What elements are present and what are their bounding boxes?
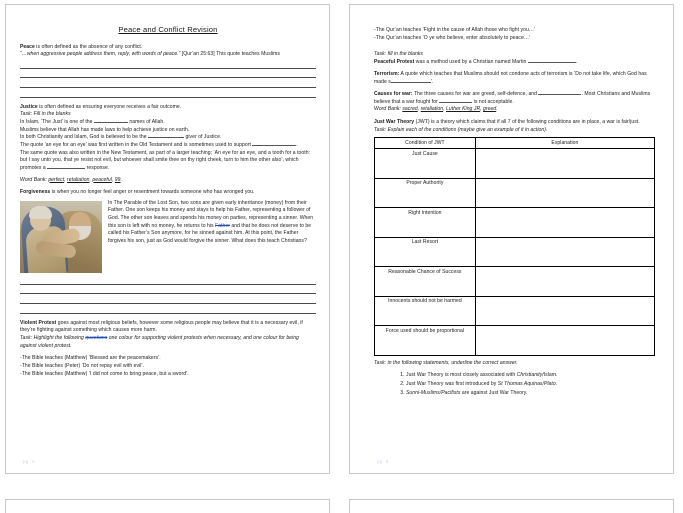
word-bank-word: perfect xyxy=(48,176,65,183)
forgiveness-answer-lines[interactable] xyxy=(20,284,316,314)
explanation-cell[interactable] xyxy=(475,149,654,179)
condition-cell: Proper Authority xyxy=(375,178,476,208)
peace-quote-line xyxy=(20,51,316,59)
justice-term: Justice xyxy=(20,103,38,110)
table-row xyxy=(375,237,655,267)
list-item[interactable] xyxy=(406,372,655,380)
word-bank-word: Luther King JR xyxy=(446,106,481,113)
jwt-conditions-table[interactable] xyxy=(374,137,655,356)
table-row xyxy=(375,326,655,356)
list-item[interactable] xyxy=(406,390,655,398)
peaceful-protest-line xyxy=(374,59,655,67)
page-row-2 xyxy=(5,499,674,513)
terrorism-post: ’. xyxy=(430,78,434,85)
justice-line-2: Muslims believe that Allah has made laws to help achieve justice on earth. xyxy=(20,126,190,133)
table-row xyxy=(375,208,655,238)
bullet-item: -The Qur’an teaches ‘O ye who believe, enter absolutely to peace…’ xyxy=(374,34,531,41)
fill-blank-input[interactable] xyxy=(439,102,472,103)
peaceful-protest-post: . xyxy=(575,58,578,65)
explanation-cell[interactable] xyxy=(475,208,654,238)
parable-text-part2: and that he does not deserve to be called his Father’s Son anymore, for he sinned against him. At this point, the Father forgives his son, just as God would forgive the sinner. What does this teach Christians? xyxy=(108,222,312,245)
underline-task-text: Task: in the following statements, underline the correct answer. xyxy=(374,359,518,366)
word-bank-word: peaceful xyxy=(92,176,112,183)
fill-blank-input[interactable] xyxy=(47,168,85,169)
explanation-cell[interactable] xyxy=(475,178,654,208)
answer-line[interactable] xyxy=(20,313,316,314)
statements-list xyxy=(374,372,655,398)
explanation-cell[interactable] xyxy=(475,326,654,356)
fill-blank-input[interactable] xyxy=(391,82,431,83)
statement-post: are against Just War Theory. xyxy=(460,389,528,396)
forgiveness-term: Forgiveness xyxy=(20,189,51,196)
page-marker: pg. 4 xyxy=(23,459,35,464)
fill-blanks-task xyxy=(374,51,655,59)
causes-for-war-mid: . Most Christians and Muslims believe that a war fought for xyxy=(374,91,651,105)
answer-line[interactable] xyxy=(20,303,316,304)
word-bank-label: Word Bank: xyxy=(20,176,49,183)
causes-for-war-pre: The three causes for war are greed, self-defence, and xyxy=(412,91,539,98)
statement-post: . xyxy=(556,371,558,378)
document-page-2[interactable] xyxy=(349,4,674,474)
bullet-item: -The Qur’an teaches ‘Fight in the cause of Allah those who fight you…’ xyxy=(374,27,536,33)
justice-line5-post: response. xyxy=(85,164,110,171)
justice-line3-post: giver of Justice. xyxy=(184,134,222,141)
jwt-definition-text: (JWT) is a theory which claims that if all 7 of the following conditions are in place, a war is fair/just. xyxy=(414,119,640,126)
word-bank-word: 99 xyxy=(114,176,121,183)
peace-definition xyxy=(20,44,316,52)
condition-cell: Just Cause xyxy=(375,149,476,179)
justice-task xyxy=(20,111,316,119)
answer-line[interactable] xyxy=(20,284,316,285)
answer-line[interactable] xyxy=(20,87,316,88)
word-bank-word: sacred xyxy=(402,106,418,113)
violent-protest-bullets xyxy=(20,355,316,378)
statement-pre: Just War Theory was first introduced by xyxy=(406,380,498,387)
condition-cell: Reasonable Chance of Success xyxy=(375,267,476,297)
condition-cell: Force used should be proportional xyxy=(375,326,476,356)
answer-line[interactable] xyxy=(20,97,316,98)
page-title: Peace and Conflict Revision xyxy=(118,25,218,34)
explanation-cell[interactable] xyxy=(475,237,654,267)
violent-protest-definition xyxy=(20,320,316,335)
jwt-term: Just War Theory xyxy=(374,119,415,126)
causes-for-war-term: Causes for war: xyxy=(374,91,413,98)
document-page-4[interactable] xyxy=(349,499,674,513)
violent-protest-task-pre: Task: Highlight the following xyxy=(20,334,86,341)
forgiveness-definition xyxy=(20,189,316,197)
violent-protest-text: goes against most religious beliefs, however some religious people may believe that it is a necessary evil, if they’re fighting against something which causes more harm. xyxy=(20,319,303,334)
terrorism-pre: A quote which teaches that Muslims should not condone acts of terrorism is ‘Do not take life, which God has made s xyxy=(374,71,647,85)
jwt-task-text: Task: Explain each of the conditions (maybe give an example of it in action). xyxy=(374,126,548,133)
terrorism-term: Terrorism: xyxy=(374,71,400,78)
bullet-item: -The Bible teaches (Matthew) ‘Blessed are the peacemakers’. xyxy=(20,355,161,362)
statement-post: . xyxy=(555,380,558,387)
answer-line[interactable] xyxy=(20,293,316,294)
answer-line[interactable] xyxy=(20,77,316,78)
jwt-definition xyxy=(374,119,655,127)
list-item[interactable] xyxy=(406,381,655,389)
parable-text-part1: In The Parable of the Lost Son, two sons are given early inheritance (money) from their Father. One son keeps his money and stays to help his Father, representing a follower of God. The other son leaves and spends his money on parties, representing a sinner. When this son is left with no money, he returns to his xyxy=(108,199,314,229)
violent-protest-task xyxy=(20,335,316,350)
justice-line5-pre: The same quote was also written in the New Testament, as part of a larger teaching; ‘An eye for an eye, and a tooth for a tooth: but I say unto you, that ye resist not evil, but whoever shall smite thee on thy right cheek, turn to him the other also’, which promotes a xyxy=(20,149,310,171)
justice-line3-pre: In both Christianity and Islam, God is believed to be the xyxy=(20,134,149,141)
justice-line1-post: names of Allah. xyxy=(127,118,165,125)
peace-definition-text: is often defined as the absence of any conflict. xyxy=(34,43,143,50)
answer-line[interactable] xyxy=(20,68,316,69)
justice-line4-post: . xyxy=(296,141,298,148)
table-row xyxy=(375,149,655,179)
table-row xyxy=(375,296,655,326)
explanation-cell[interactable] xyxy=(475,267,654,297)
table-header-condition: Condition of JWT xyxy=(375,138,476,149)
violent-protest-struck-word: questions xyxy=(85,334,108,341)
bullet-item: -The Bible teaches (Peter) ‘Do not repay evil with evil’. xyxy=(20,362,145,369)
justice-blank-line-4 xyxy=(20,142,316,150)
causes-for-war-line xyxy=(374,91,655,106)
table-header-row xyxy=(375,138,655,149)
terrorism-line xyxy=(374,71,655,86)
justice-word-bank: Word Bank: perfect, retaliation, peaceful, 99. xyxy=(20,176,122,183)
document-page-1[interactable] xyxy=(5,4,330,474)
statement-pre: Just War Theory is most closely associated with xyxy=(406,371,517,378)
parable-section xyxy=(20,200,316,275)
word-bank-word: greed xyxy=(483,106,497,113)
underline-task xyxy=(374,360,655,368)
bullet-item: -The Bible teaches (Matthew) ‘I did not come to bring peace, but a sword’. xyxy=(20,370,189,377)
fill-blank-input[interactable] xyxy=(528,62,576,63)
violent-protest-task-post: one colour for supporting violent protests when necessary, and one colour for being against violent protest. xyxy=(20,334,299,349)
fill-blank-input[interactable] xyxy=(252,145,296,146)
justice-line4-pre: The quote ‘an eye for an eye’ was first written in the Old Testament and is sometimes used to support xyxy=(20,141,253,148)
war-word-bank: Word Bank: sacred, retaliation, Luther King JR, greed. xyxy=(374,106,498,113)
statement-options[interactable]: St Thomas Aquinas/Plato xyxy=(497,380,556,387)
justice-line1-pre: In Islam, ‘The Just’ is one of the xyxy=(20,118,94,125)
parable-struck-word: Father xyxy=(215,222,230,229)
justice-definition xyxy=(20,104,316,112)
page-row-1 xyxy=(5,4,674,474)
justice-blank-line-5 xyxy=(20,150,316,173)
peace-term: Peace xyxy=(20,43,35,50)
forgiveness-definition-text: is when you no longer feel anger or resentment towards someone who has wronged you. xyxy=(50,189,255,196)
document-page-3[interactable] xyxy=(5,499,330,513)
justice-definition-text: is often defined as ensuring everyone receives a fair outcome. xyxy=(37,103,182,110)
fill-blanks-task-text: Task: fill in the blanks xyxy=(374,51,423,58)
fill-blank-input[interactable] xyxy=(148,137,184,138)
explanation-cell[interactable] xyxy=(475,296,654,326)
table-row xyxy=(375,178,655,208)
justice-task-text: Task: Fill in the blanks xyxy=(20,111,71,118)
fill-blank-input[interactable] xyxy=(538,94,581,95)
peaceful-protest-term: Peaceful Protest xyxy=(374,58,415,65)
condition-cell: Innocents should not be harmed xyxy=(375,296,476,326)
causes-for-war-post: is not acceptable. xyxy=(472,98,514,105)
table-header-explanation: Explanation xyxy=(475,138,654,149)
peaceful-protest-pre: was a method used by a Christian named Martin xyxy=(414,58,528,65)
quran-bullets xyxy=(374,27,655,42)
justice-blank-line-1 xyxy=(20,119,316,127)
peace-answer-lines[interactable] xyxy=(20,68,316,98)
justice-blank-line-3 xyxy=(20,134,316,142)
condition-cell: Right Intention xyxy=(375,208,476,238)
fill-blank-input[interactable] xyxy=(94,122,128,123)
peace-quote-reference: [Qur’an 25:63] This quote teaches Muslims xyxy=(180,51,280,58)
word-bank-label: Word Bank: xyxy=(374,106,403,113)
statement-options[interactable]: Sunni-Muslims/Pacifists xyxy=(406,389,461,396)
condition-cell: Last Resort xyxy=(375,237,476,267)
statement-options[interactable]: Christianity/Islam xyxy=(516,371,557,378)
word-bank-word: retaliation xyxy=(67,176,90,183)
table-row xyxy=(375,267,655,297)
violent-protest-term: Violent Protest xyxy=(20,319,57,326)
word-bank-word: retaliation xyxy=(420,106,444,113)
peace-quote: “…when aggressive people address them, reply, with words of peace.” xyxy=(20,51,181,58)
page-marker: pg. 5 xyxy=(377,459,389,464)
two-men-embracing-photo xyxy=(20,201,102,273)
jwt-task xyxy=(374,127,655,135)
